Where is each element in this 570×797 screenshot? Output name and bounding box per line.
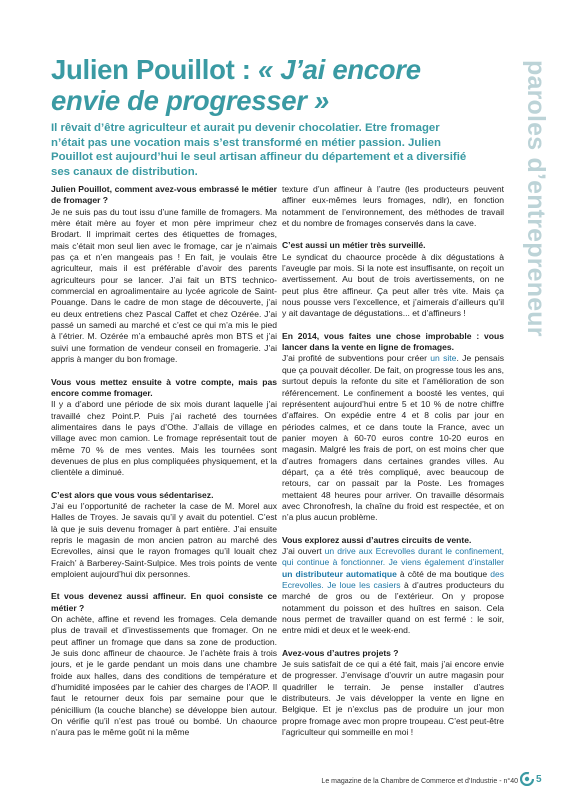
section-side-label <box>520 60 556 390</box>
magazine-footer: Le magazine de la Chambre de Commerce et d’Industrie - n°40 <box>321 778 518 785</box>
answer-1: Je ne suis pas du tout issu d’une famille de fromagers. Ma mère était mère au foyer et mon père imprimeur chez Brodart. Il imprimait certes des étiquettes de fromages, mais c’était mon seul lien avec le fromage, car je n’aimais pas ça et n’en mangeais pas ! En fait, je voulais être agriculteur, mais il est préférable d’avoir des parents agriculteurs pour se lancer. J’ai fait un BTS technico-commercial en agroalimentaire au lycée agricole de Saint-Pouange. Dans le cadre de mon stage de découverte, j’ai eu deux entretiens chez Pascal Caffet et chez Ozérée. J’ai passé un samedi au marché et c’est ce qui m’a mis le pied à l’étrier. M. Ozérée m’a embauché après mon BTS et j’ai suivi une formation de vendeur conseil en fromagerie. J’ai appris à manger du bon fromage. <box>51 206 277 365</box>
answer-7-text-a: J’ai ouvert <box>282 545 325 556</box>
article-column-left <box>51 184 277 739</box>
cci-logo-icon <box>520 772 534 786</box>
answer-3: J’ai eu l’opportunité de racheter la case de M. Morel aux Halles de Troyes. Je savais qu’il y avait du potentiel. C’est là que je suis devenu fromager à part entière. J’ai ensuite repris le magasin de mon ancien patron au marché des Ecrevolles, ainsi que le rayon fromages qu’il louait chez Fraich’ à Barberey-Saint-Sulpice. Mes trois points de vente emploient aujourd’hui dix personnes. <box>51 500 277 579</box>
answer-7-text-c: à d’autres producteurs du marché de gros ou de l’extérieur. On y propose notamment du poisson et des huîtres en saison. Cela nous permet de travailler quand on est fermé : le soir, entre midi et deux et le week-end. <box>282 580 504 636</box>
title-name: Julien Pouillot : <box>51 54 251 85</box>
answer-6-text-a: J’ai profité de subventions pour créer <box>282 353 431 364</box>
article-column-right <box>282 184 504 738</box>
question-8: Avez-vous d’autres projets ? <box>282 647 399 658</box>
question-6: En 2014, vous faites une chose improbable : vous lancer dans la vente en ligne de fromages. <box>282 330 504 353</box>
question-3: C’est alors que vous vous sédentarisez. <box>51 489 214 500</box>
question-2: Vous vous mettez ensuite à votre compte, mais pas encore comme fromager. <box>51 376 277 398</box>
website-link[interactable]: un site <box>430 353 457 364</box>
answer-2: Il y a d’abord une période de six mois durant laquelle j’ai travaillé chez Point.P. Puis j’ai racheté des tournées alimentaires dans le pays d’Othe. J’allais de village en village avec mon camion. Le fromage représentait tout de même 70 % de mes ventes. Mais les tournées sont devenues de plus en plus compliquées physiquement, et la clientèle a diminué. <box>51 399 277 478</box>
page-number: 5 <box>536 774 542 785</box>
title-quote: « J’ai encore envie de progresser » <box>51 54 421 116</box>
answer-7 <box>282 546 504 637</box>
answer-5: Le syndicat du chaource procède à dix dégustations à l’aveugle par mois. Si la note est insuffisante, on reçoit un avertissement. Au bout de trois avertissements, on ne peut plus être affineur. Ça peut aller très vite. Mais ça nous pousse vers l’excellence, et j’aimerais d’ailleurs qu’il y ait davantage de dégustations... et d’affineurs ! <box>282 251 504 319</box>
answer-6-text-b: . Je pensais que ça pouvait décoller. De fait, on progresse tous les ans, surtout depuis la refonte du site et l’amélioration de son référencement. Le confinement a boosté les ventes, qui représentent aujourd’hui entre 5 et 10 % de notre chiffre d’affaires. On expédie entre 4 et 8 colis par jour en périodes calmes, et ce dans toute la France, avec un panier moyen à 60-70 euros contre 10-20 euros en magasin. Malgré les frais de port, on est moins cher que d’autres fromagers dans certaines grandes villes. Au départ, ça a été très compliqué, avec beaucoup de retours, car on passait par la Poste. Les fromages mettaient 48 heures pour arriver. On travaille désormais avec Chronofresh, la chaîne du froid est respectée, et on n’a plus aucun problème. <box>282 353 504 523</box>
drive-link[interactable]: un drive aux Ecrevolles durant le confinement, qui continue à fonctionner. Je viens également d’installer <box>282 545 504 568</box>
question-5: C’est aussi un métier très surveillé. <box>282 240 426 251</box>
answer-4: On achète, affine et revend les fromages. Cela demande plus de travail et d’investissements que fromager. On ne peut affiner un fromage que dans sa zone de production. Je suis donc affineur de chaource. Je l’achète frais à trois jours, et je le garde pendant un mois dans une chambre froide aux halles, dans des conditions de température et d’humidité imposées par le cahier des charges de l’AOP. Il faut le retourner deux fois par semaine pour que le pénicillium (la couche blanche) se développe bien autour. On vérifie qu’il n’est pas troué ou bombé. Un chaource n’aura pas le même goût ni la même <box>51 614 277 738</box>
question-4: Et vous devenez aussi affineur. En quoi consiste ce métier ? <box>51 591 277 613</box>
side-label-text: paroles d’entrepreneur <box>522 60 550 337</box>
article-title <box>51 54 471 116</box>
lockers-link[interactable]: des Ecrevolles. Je loue les casiers <box>282 568 504 590</box>
answer-7-text-b: à côté de ma boutique <box>396 568 491 579</box>
article-lede: Il rêvait d’être agriculteur et aurait pu devenir chocolatier. Etre fromager n’était pas une vocation mais s’est transformé en métier passion. Julien Pouillot est aujourd’hui le seul artisan affineur du département et a diversifié ses canaux de distribution. <box>51 122 467 178</box>
question-7: Vous explorez aussi d’autres circuits de vente. <box>282 534 472 545</box>
question-1: Julien Pouillot, comment avez-vous embrassé le métier de fromager ? <box>51 184 277 206</box>
answer-6 <box>282 353 504 523</box>
answer-8: Je suis satisfait de ce qui a été fait, mais j’ai encore envie de progresser. J’envisage d’ouvrir un autre magasin pour quadriller le terrain. Je pense installer d’autres distributeurs. Je vais développer la vente en ligne en Belgique. Et je n’exclus pas de produire un jour mon propre fromage avec mon propre troupeau. C’est peut-être l’agriculteur qui sommeille en moi ! <box>282 659 504 738</box>
vending-machine-link[interactable]: un distributeur automatique <box>282 568 397 579</box>
answer-4-continued: texture d’un affineur à l’autre (les producteurs peuvent affiner eux-mêmes leurs fromages, ndlr), en fonction notamment de l’environnement, des méthodes de travail et du nombre de fromages conservés dans la cave. <box>282 184 504 229</box>
